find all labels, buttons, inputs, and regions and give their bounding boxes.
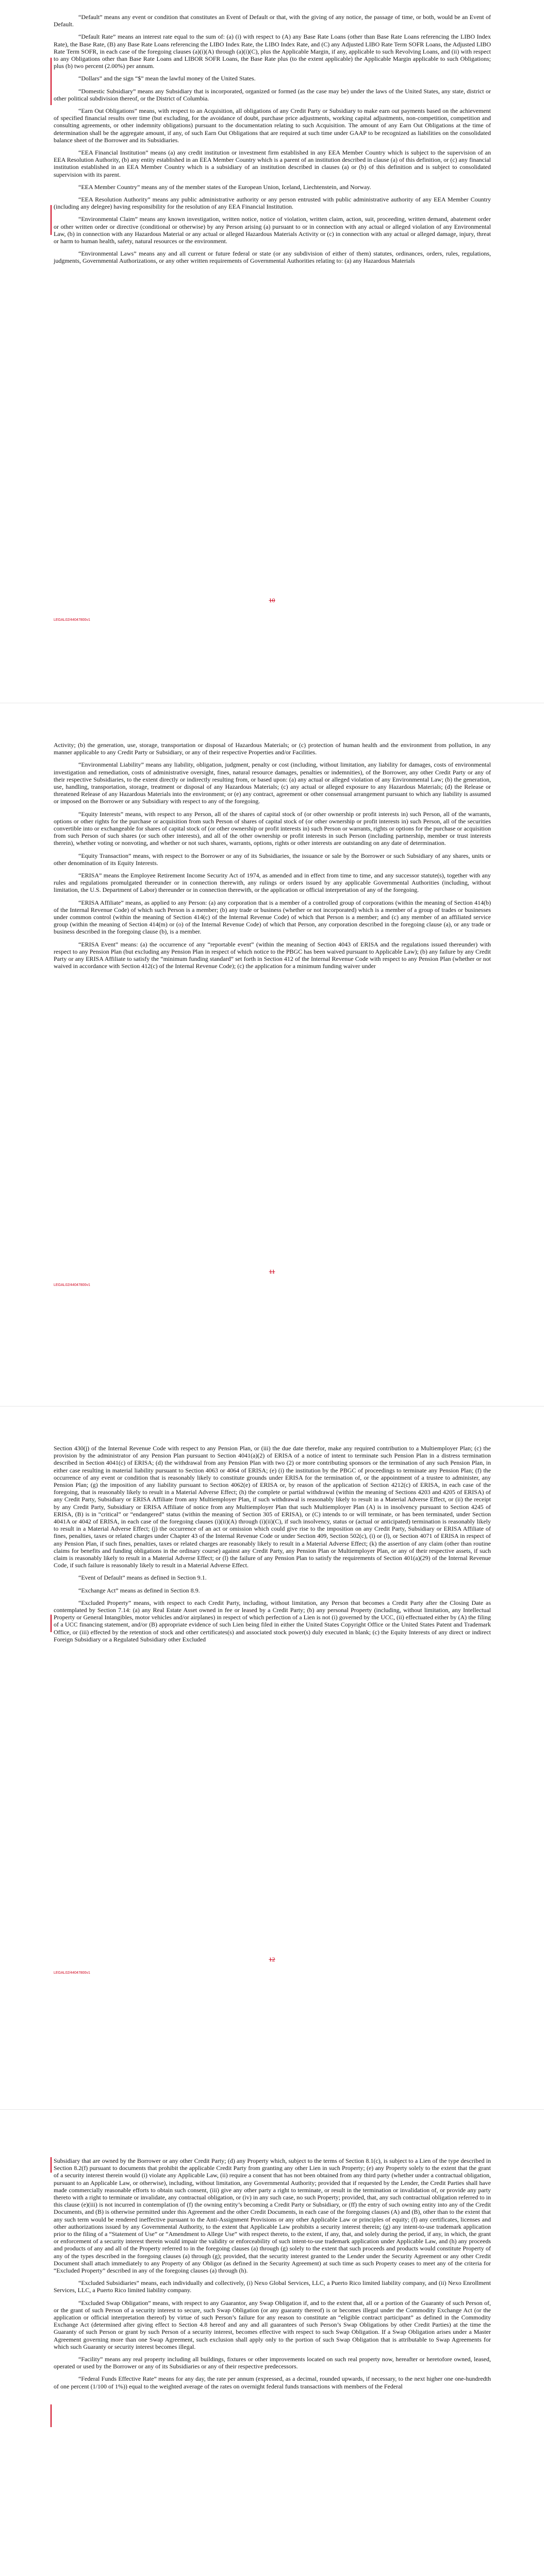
document-page-1 bbox=[0, 0, 544, 703]
definition-paragraph: Subsidiary that are owned by the Borrower or any other Credit Party; (d) any Property which, subject to the terms of Section 8.1(c), is subject to a Lien of the type described in Section 8.2(f) pursuant to documents that prohibit the applicable Credit Party from granting any other Lien in such Property; (e) any Property solely to the extent that the grant of a security interest therein would (i) violate any Applicable Law, (ii) require a consent that has not been obtained from any third party (whether under a contractual obligation, pursuant to an Applicable Law, or otherwise), including, without limitation, any Governmental Authority; provided that if requested by the Lender, the Credit Parties shall have made commercially reasonable efforts to obtain such consent, (iii) give any other party a right to terminate, or result in the termination or invalidation of, or provide any party thereto with a right to terminate or invalidate, any contractual obligation, or (iv) in any such case, no such Property; provided, that, any such contractual obligation referred to in this clause (e)(iii) is not incurred in contemplation of (f) the owning entity’s becoming a Credit Party or Subsidiary, or (ff) the entry of such owning entity into any of the Credit Documents, and (B) is otherwise permitted under this Agreement and the other Credit Documents, in each case of the foregoing clauses (A) and (B), other than to the extent that any such term would be rendered ineffective pursuant to the Anti-Assignment Provisions or any other Applicable Law or principles of equity; (f) any certificates, licenses and other authorizations issued by any Governmental Authority, to the extent that Applicable Law prohibits a security interest therein; (g) any intent-to-use trademark application prior to the filing of a “Statement of Use” or “Amendment to Allege Use” with respect thereto, to the extent, if any, that, and solely during the period, if any, in which, the grant or enforcement of a security interest therein would impair the validity or enforceability of such intent-to-use trademark application under Applicable Law, and (h) any proceeds and products of any and all of the Property referred to in the foregoing clauses (a) through (g) solely to the extent that such proceeds and products would constitute Property of any of the types described in the foregoing clauses (a) through (g); provided, that the security interest granted to the Lender under the Security Agreement or any other Credit Document shall attach immediately to any Property of any Obligor (as defined in the Security Agreement) at such time as such Property ceases to meet any of the criteria for “Excluded Property” described in any of the foregoing clauses (a) through (h). bbox=[54, 2157, 491, 2275]
definition-paragraph: Activity; (b) the generation, use, storage, transportation or disposal of Hazardous Materials; or (c) protection of human health and the environment from pollution, in any manner applicable to any Credit Party or Subsidiary, or any of their respective Properties and/or Facilities. bbox=[54, 741, 491, 756]
definition-paragraph: “Event of Default” means as defined in Section 9.1. bbox=[78, 1574, 207, 1582]
definition-paragraph: “Environmental Liability” means any liability, obligation, judgment, penalty or cost (including, without limitation, any liability for damages, costs of environmental investigation and remediation, costs of administrative oversight, fines, natural resource damages, penalties or indemnities), of the Borrower, any other Credit Party or any of their respective Subsidiaries, to the extent directly or indirectly resulting from, or based upon: (a) any actual or alleged violation of any Environmental Law; (b) the generation, use, handling, transportation, storage, treatment or disposal of any Hazardous Materials; (c) any actual or alleged exposure to any Hazardous Materials; (d) the Release or threatened Release of any Hazardous Materials into the environment; or (e) any contract, agreement or other consensual arrangement pursuant to which any liability is assumed or imposed on the Borrower or any Subsidiary with respect to any of the foregoing. bbox=[54, 761, 491, 805]
page-number: 12 bbox=[269, 1956, 275, 1963]
definition-paragraph: “ERISA” means the Employee Retirement Income Security Act of 1974, as amended and in effect from time to time, and any successor statute(s), together with any rules and regulations promulgated thereunder or in connection therewith, any rulings or orders issued by any applicable Governmental Authorities (including, without limitation, the U.S. Department of Labor) thereunder or in connection therewith, or the application or official interpretation of any of the foregoing. bbox=[54, 872, 491, 894]
document-page-3 bbox=[0, 1406, 544, 2110]
definition-paragraph: “Domestic Subsidiary” means any Subsidiary that is incorporated, organized or formed (as the case may be) under the laws of the United States, any state, district or other political subdivision thereof, or the District of Columbia. bbox=[54, 87, 491, 102]
definition-paragraph: “Federal Funds Effective Rate” means for any day, the rate per annum (expressed, as a decimal, rounded upwards, if necessary, to the next higher one one-hundredth of one percent (1/100 of 1%)) equal to the weighted average of the rates on overnight federal funds transactions with members of the Federal bbox=[54, 2375, 491, 2390]
definition-paragraph: “Environmental Claim” means any known investigation, written notice, notice of violation, written claim, action, suit, proceeding, written demand, abatement order or other written order or directive (conditional or otherwise) by any Person arising (a) pursuant to or in connection with any actual or alleged violation of any Environmental Law, (b) in connection with any Hazardous Material or any actual or alleged Hazardous Materials Activity or (c) in connection with any actual or alleged damage, injury, threat or harm to human health, safety, natural resources or the environment. bbox=[54, 215, 491, 245]
definition-paragraph: “ERISA Event” means: (a) the occurrence of any “reportable event” (within the meaning of Section 4043 of ERISA and the regulations issued thereunder) with respect to any Pension Plan (but excluding any Pension Plan in respect of which notice to the PBGC has been waived pursuant to Applicable Law); (b) any failure by any Credit Party or any ERISA Affiliate to satisfy the “minimum funding standard” set forth in Section 412 of the Internal Revenue Code with respect to any Pension Plan (whether or not waived in accordance with Section 412(c) of the Internal Revenue Code); (c) the application for a minimum funding waiver under bbox=[54, 940, 491, 970]
page-body bbox=[54, 2157, 491, 2395]
page-body bbox=[54, 1445, 491, 1648]
definition-paragraph: “Earn Out Obligations” means, with respect to an Acquisition, all obligations of any Credit Party or Subsidiary to make earn out payments based on the achievement of specified financial results over time (but excluding, for the avoidance of doubt, purchase price adjustments, working capital adjustments, non-competition, competition and consulting agreements, or other indemnity obligations) pursuant to the documentation relating to such Acquisition. The amount of any Earn Out Obligations at the time of determination shall be the aggregate amount, if any, of such Earn Out Obligations that are required at such time under GAAP to be recognized as liabilities on the consolidated balance sheet of the Borrower and its Subsidiaries. bbox=[54, 107, 491, 144]
document-page-4 bbox=[0, 2110, 544, 2576]
definition-paragraph: “Default Rate” means an interest rate equal to the sum of: (a) (i) with respect to (A) any Base Rate Loans (other than Base Rate Loans referencing the LIBO Index Rate), the Base Rate, (B) any Base Rate Loans referencing the LIBO Index Rate, the LIBO Index Rate, and (C) any Adjusted LIBO Rate Term SOFR Loans, the Adjusted LIBO Rate Term SOFR, in each case of the foregoing clauses (a)(i)(A) through (a)(i)(C), plus the Applicable Margin, if any, applicable to such Revolving Loans, and (ii) with respect to any Obligations other than Base Rate Loans and LIBOR SOFR Loans, the Base Rate plus (to the extent applicable) the Applicable Margin applicable to such Obligations; plus (b) two percent (2.00%) per annum. bbox=[54, 33, 491, 70]
change-bar bbox=[51, 2404, 52, 2427]
definition-paragraph: “ERISA Affiliate” means, as applied to any Person: (a) any corporation that is a member of a controlled group of corporations (within the meaning of Section 414(b) of the Internal Revenue Code) of which such Person is a member; (b) any trade or business (whether or not incorporated) which is a member of a group of trades or businesses under common control (within the meaning of Section 414(c) of the Internal Revenue Code) of which that Person is a member; and (c) any member of an affiliated service group (within the meaning of Section 414(m) or (o) of the Internal Revenue Code) of which that Person, any corporation described in the foregoing clause (a), or any trade or business described in the foregoing clause (b), is a member. bbox=[54, 899, 491, 936]
page-body bbox=[54, 741, 491, 975]
definition-paragraph: “Excluded Subsidiaries” means, each individually and collectively, (i) Nexo Global Services, LLC, a Puerto Rico limited liability company, and (ii) Nexo Enrollment Services, LLC, a Puerto Rico limited liability company. bbox=[54, 2279, 491, 2294]
page-body bbox=[54, 13, 491, 270]
definition-paragraph: “Facility” means any real property including all buildings, fixtures or other improvements located on such real property now, hereafter or heretofore owned, leased, operated or used by the Borrower or any of its Subsidiaries or any of their respective predecessors. bbox=[54, 2355, 491, 2370]
page-number: 10 bbox=[269, 597, 275, 604]
document-id-footer: LEGAL02/44047800v1 bbox=[54, 618, 90, 622]
document-page-2 bbox=[0, 703, 544, 1406]
change-bar bbox=[51, 1615, 52, 1632]
change-bar bbox=[51, 205, 52, 235]
definition-paragraph: “EEA Member Country” means any of the member states of the European Union, Iceland, Liechtenstein, and Norway. bbox=[78, 183, 371, 191]
definition-paragraph: “Exchange Act” means as defined in Section 8.9. bbox=[78, 1586, 200, 1594]
definition-paragraph: “Excluded Property” means, with respect to each Credit Party, including, without limitation, any Person that becomes a Credit Party after the Closing Date as contemplated by Section 7.14: (a) any Real Estate Asset owned in fee or leased by a Credit Party; (b) any personal Property (including, without limitation, any Intellectual Property or General Intangibles, motor vehicles and/or airplanes) in respect of which perfection of a Lien is not (i) governed by the UCC, (ii) effectuated either by (A) the filing of a UCC financing statement, and/or (B) appropriate evidence of such Lien being filed in either the United States Copyright Office or the United States Patent and Trademark Office, or (iii) effected by the retention of stock and other certificates(s) and associated stock power(s) duly executed in blank; (c) the Equity Interests of any direct or indirect Foreign Subsidiary or a Regulated Subsidiary other Excluded bbox=[54, 1599, 491, 1643]
definition-paragraph: “EEA Financial Institution” means (a) any credit institution or investment firm established in any EEA Member Country which is subject to the supervision of an EEA Resolution Authority, (b) any entity established in an EEA Member Country which is a parent of an institution described in clause (a) of this definition, or (c) any financial institution established in an EEA Member Country which is a subsidiary of an institution described in clauses (a) or (b) of this definition and is subject to consolidated supervision with its parent. bbox=[54, 149, 491, 178]
change-bar bbox=[51, 58, 52, 105]
definition-paragraph: “EEA Resolution Authority” means any public administrative authority or any person entrusted with public administrative authority of any EEA Member Country (including any delegee) having responsibility for the resolution of any EEA Financial Institution. bbox=[54, 196, 491, 211]
definition-paragraph: “Environmental Laws” means any and all current or future federal or state (or any subdivision of either of them) statutes, ordinances, orders, rules, regulations, judgments, Governmental Authorizations, or any other written requirements of Governmental Authorities relating to: (a) any Hazardous Materials bbox=[54, 250, 491, 265]
change-bar bbox=[51, 2157, 52, 2173]
definition-paragraph: “Excluded Swap Obligation” means, with respect to any Guarantor, any Swap Obligation if, and to the extent that, all or a portion of the Guaranty of such Person of, or the grant of such Person of a security interest to secure, such Swap Obligation (or any guaranty thereof) is or becomes illegal under the Commodity Exchange Act (or the application or official interpretation thereof) by virtue of such Person’s failure for any reason to constitute an “eligible contract participant” as defined in the Commodity Exchange Act (determined after giving effect to Section 4.8 hereof and any and all guarantees of such Person’s Swap Obligations by other Credit Parties) at the time the Guaranty of such Person or grant by such Person of a security interest, becomes effective with respect to such Swap Obligation. If a Swap Obligation arises under a Master Agreement governing more than one Swap Agreement, such exclusion shall apply only to the portion of such Swap Obligation that is attributable to Swap Agreements for which such Guaranty or security interest becomes illegal. bbox=[54, 2299, 491, 2350]
document-id-footer: LEGAL02/44047800v1 bbox=[54, 1283, 90, 1287]
definition-paragraph: Section 430(j) of the Internal Revenue Code with respect to any Pension Plan, or (iii) the due date therefor, make any required contribution to a Multiemployer Plan; (c) the provision by the administrator of any Pension Plan pursuant to Section 4041(a)(2) of ERISA of a notice of intent to terminate such Pension Plan in a distress termination described in Section 4041(c) of ERISA; (d) the withdrawal from any Pension Plan with two (2) or more contributing sponsors or the termination of any such Pension Plan, in either case resulting in material liability pursuant to Section 4063 or 4064 of ERISA; (e) (i) the institution by the PBGC of proceedings to terminate any Pension Plan; (f) the occurrence of any event or condition that is reasonably likely to constitute grounds under ERISA for the termination of, or the appointment of a trustee to administer, any Pension Plan; (g) the imposition of any liability pursuant to Section 4062(e) of ERISA or, by reason of the application of Section 4212(c) of ERISA, in each case of the foregoing, that is reasonably likely to result in a Material Adverse Effect; (h) the complete or partial withdrawal (within the meaning of Sections 4203 and 4205 of ERISA) of any Credit Party, Subsidiary or ERISA Affiliate from any Multiemployer Plan, if such withdrawal is reasonably likely to result in a Material Adverse Effect, or (ii) the receipt by any Credit Party, Subsidiary or ERISA Affiliate of notice from any Multiemployer Plan that such Multiemployer Plan (A) is in insolvency pursuant to Section 4245 of ERISA, (B) is in “critical” or “endangered” status (within the meaning of Section 305 of ERISA), or (C) intends to or will terminate, or has been terminated, under Section 4041A or 4042 of ERISA, in each case of the foregoing clauses (i)(ii)(A) through (i)(ii)(C), if such insolvency, status or (actual or anticipated) termination is reasonably likely to result in a Material Adverse Effect; (j) the occurrence of an act or omission which could give rise to the imposition on any Credit Party, Subsidiary or ERISA Affiliate of fines, penalties, taxes or related charges under Chapter 43 of the Internal Revenue Code or under Section 409, Section 502(c), (i) or (l), or Section 4071 of ERISA in respect of any Pension Plan, if such fines, penalties, taxes or related charges are reasonably likely to result in a Material Adverse Effect; (k) the assertion of any claim (other than routine claims for benefits and funding obligations in the ordinary course) against any Credit Party, any Pension Plan or Multiemployer Plan, or any of their respective assets, if such claim is reasonably likely to result in a Material Adverse Effect; or (l) the failure of any Pension Plan to satisfy the requirements of Section 401(a)(29) of the Internal Revenue Code, if such failure is reasonably likely to result in a Material Adverse Effect. bbox=[54, 1445, 491, 1569]
page-number: 11 bbox=[269, 1268, 275, 1275]
definition-paragraph: “Dollars” and the sign “$” mean the lawful money of the United States. bbox=[78, 75, 256, 82]
definition-paragraph: “Default” means any event or condition that constitutes an Event of Default or that, with the giving of any notice, the passage of time, or both, would be an Event of Default. bbox=[54, 13, 491, 28]
definition-paragraph: “Equity Interests” means, with respect to any Person, all of the shares of capital stock of (or other ownership or profit interests in) such Person, all of the warrants, options or other rights for the purchase or acquisition from such Person of shares of capital stock of (or other ownership or profit interests in) such Person, all of the securities convertible into or exchangeable for shares of capital stock of (or other ownership or profit interests in) such Person or warrants, rights or options for the purchase or acquisition from such Person of such shares (or such other interests), and all of the other ownership or profit interests in such Person (including partnership, member or trust interests therein), whether voting or nonvoting, and whether or not such shares, warrants, options, rights or other interests are outstanding on any date of determination. bbox=[54, 810, 491, 847]
document-id-footer: LEGAL02/44047800v1 bbox=[54, 1971, 90, 1975]
definition-paragraph: “Equity Transaction” means, with respect to the Borrower or any of its Subsidiaries, the issuance or sale by the Borrower or such Subsidiary of any shares, units or other denomination of its Equity Interests. bbox=[54, 852, 491, 867]
